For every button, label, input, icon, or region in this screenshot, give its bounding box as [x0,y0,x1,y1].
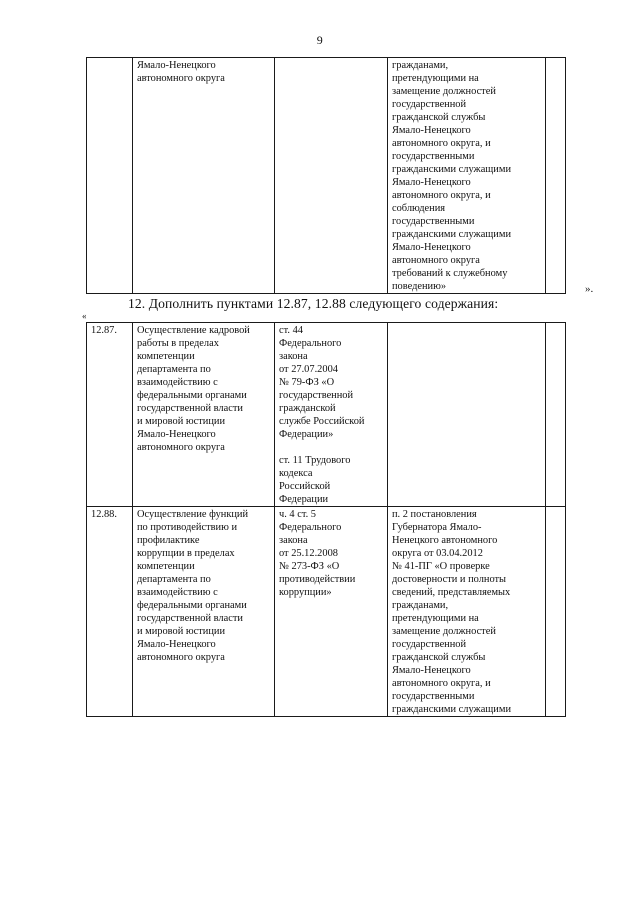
table-row [87,507,566,717]
page-number: 9 [316,33,324,47]
cell-extra [546,58,566,294]
closing-quote: ». [585,283,594,295]
cell-regulation: п. 2 постановления Губернатора Ямало- Ненецкого автономного округа от 03.04.2012 № 41-ПГ «О проверке достоверности и полноты сведений, представляемых гражданами, претендующими на замещение должностей государственной гражданской службы Ямало-Ненецкого автономного округа, и государственными гражданскими служащими [388,507,546,717]
cell-legal-basis: ч. 4 ст. 5 Федерального закона от 25.12.2008 № 273-ФЗ «О противодействии коррупции» [275,507,388,717]
cell-number: 12.87. [87,323,133,507]
opening-quote-mark: « [82,311,87,321]
cell-regulation [388,323,546,507]
cell-function-name: Осуществление кадровой работы в пределах компетенции департамента по взаимодействию с федеральными органами государственной власти и мировой юстиции Ямало-Ненецкого автономного округа [133,323,275,507]
cell-legal-basis: ст. 44 Федерального закона от 27.07.2004 № 79-ФЗ «О государственной гражданской службе Российской Федерации» ст. 11 Трудового кодекса Российской Федерации [275,323,388,507]
cell-regulation: гражданами, претендующими на замещение должностей государственной гражданской службы Ямало-Ненецкого автономного округа, и государственными гражданскими служащими Ямало-Ненецкого автономного округа, и соблюдения государственными гражданскими служащими Ямало-Ненецкого автономного округа требований к служебному поведению» [388,58,546,294]
cell-extra [546,323,566,507]
amendment-instruction: 12. Дополнить пунктами 12.87, 12.88 следующего содержания: [128,296,499,311]
cell-function-name: Ямало-Ненецкого автономного округа [133,58,275,294]
added-items-table [86,322,566,717]
table-row [87,323,566,507]
cell-number: 12.88. [87,507,133,717]
cell-legal-basis [275,58,388,294]
table-row [87,58,566,294]
cell-number [87,58,133,294]
cell-extra [546,507,566,717]
cell-function-name: Осуществление функций по противодействию и профилактике коррупции в пределах компетенции департамента по взаимодействию с федеральными органами государственной власти и мировой юстиции Ямало-Ненецкого автономного округа [133,507,275,717]
continued-table [86,57,566,294]
